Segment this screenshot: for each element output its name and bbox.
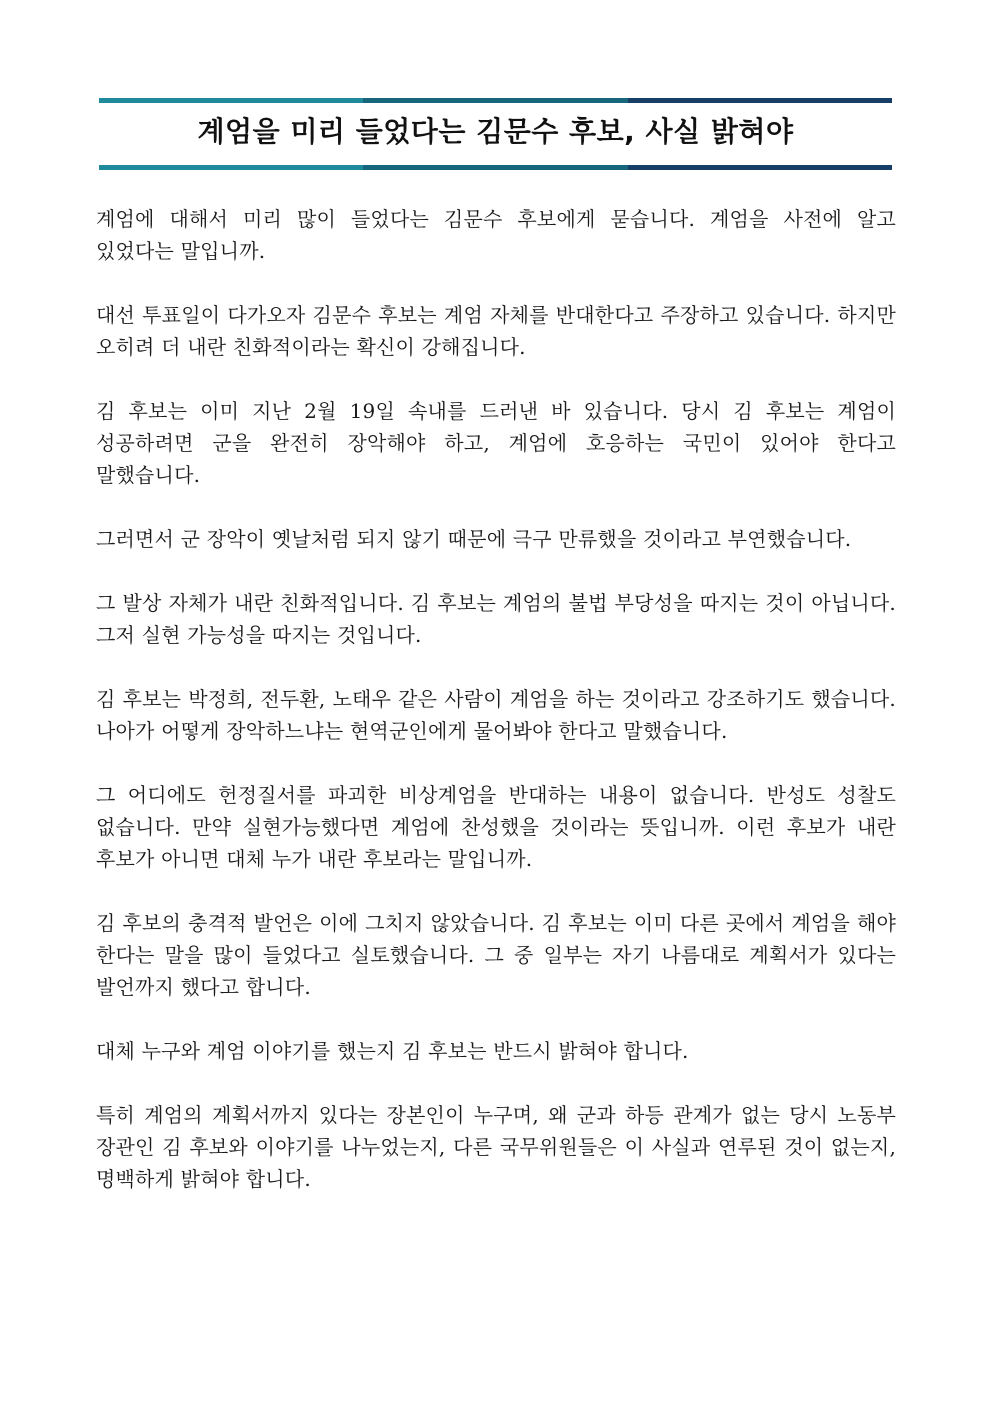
rule-segment xyxy=(363,165,628,170)
paragraph: 계엄에 대해서 미리 많이 들었다는 김문수 후보에게 묻습니다. 계엄을 사전에 알고 있었다는 말입니까. xyxy=(96,207,896,263)
document-title: 계엄을 미리 들었다는 김문수 후보, 사실 밝혀야 xyxy=(197,115,794,148)
paragraph: 그 발상 자체가 내란 친화적입니다. 김 후보는 계엄의 불법 부당성을 따지는 것이 아닙니다. 그저 실현 가능성을 따지는 것입니다. xyxy=(96,591,896,647)
paragraph: 그 어디에도 헌정질서를 파괴한 비상계엄을 반대하는 내용이 없습니다. 반성도 성찰도 없습니다. 만약 실현가능했다면 계엄에 찬성했을 것이라는 뜻입니까. 이런 후보가 내란 후보가 아니면 대체 누가 내란 후보라는 말입니까. xyxy=(96,783,896,871)
paragraph: 대체 누구와 계엄 이야기를 했는지 김 후보는 반드시 밝혀야 합니다. xyxy=(96,1039,689,1063)
title-top-rule xyxy=(99,98,892,103)
rule-segment xyxy=(99,98,363,103)
paragraph: 특히 계엄의 계획서까지 있다는 장본인이 누구며, 왜 군과 하등 관계가 없는 당시 노동부 장관인 김 후보와 이야기를 나누었는지, 다른 국무위원들은 이 사실과 연루된 것이 없는지, 명백하게 밝혀야 합니다. xyxy=(96,1103,896,1191)
document-body xyxy=(96,203,896,1227)
paragraph: 김 후보는 이미 지난 2월 19일 속내를 드러낸 바 있습니다. 당시 김 후보는 계엄이 성공하려면 군을 완전히 장악해야 하고, 계엄에 호응하는 국민이 있어야 한다고 말했습니다. xyxy=(96,399,896,487)
title-block xyxy=(99,98,892,174)
paragraph: 그러면서 군 장악이 옛날처럼 되지 않기 때문에 극구 만류했을 것이라고 부연했습니다. xyxy=(96,527,852,551)
paragraph: 김 후보는 박정희, 전두환, 노태우 같은 사람이 계엄을 하는 것이라고 강조하기도 했습니다. 나아가 어떻게 장악하느냐는 현역군인에게 물어봐야 한다고 말했습니다. xyxy=(96,687,896,743)
rule-segment xyxy=(628,165,892,170)
rule-segment xyxy=(99,165,363,170)
paragraph: 김 후보의 충격적 발언은 이에 그치지 않았습니다. 김 후보는 이미 다른 곳에서 계엄을 해야 한다는 말을 많이 들었다고 실토했습니다. 그 중 일부는 자기 나름대로 계획서가 있다는 발언까지 했다고 합니다. xyxy=(96,911,896,999)
rule-segment xyxy=(363,98,628,103)
title-bottom-rule xyxy=(99,165,892,170)
rule-segment xyxy=(628,98,892,103)
paragraph: 대선 투표일이 다가오자 김문수 후보는 계엄 자체를 반대한다고 주장하고 있습니다. 하지만 오히려 더 내란 친화적이라는 확신이 강해집니다. xyxy=(96,303,896,359)
